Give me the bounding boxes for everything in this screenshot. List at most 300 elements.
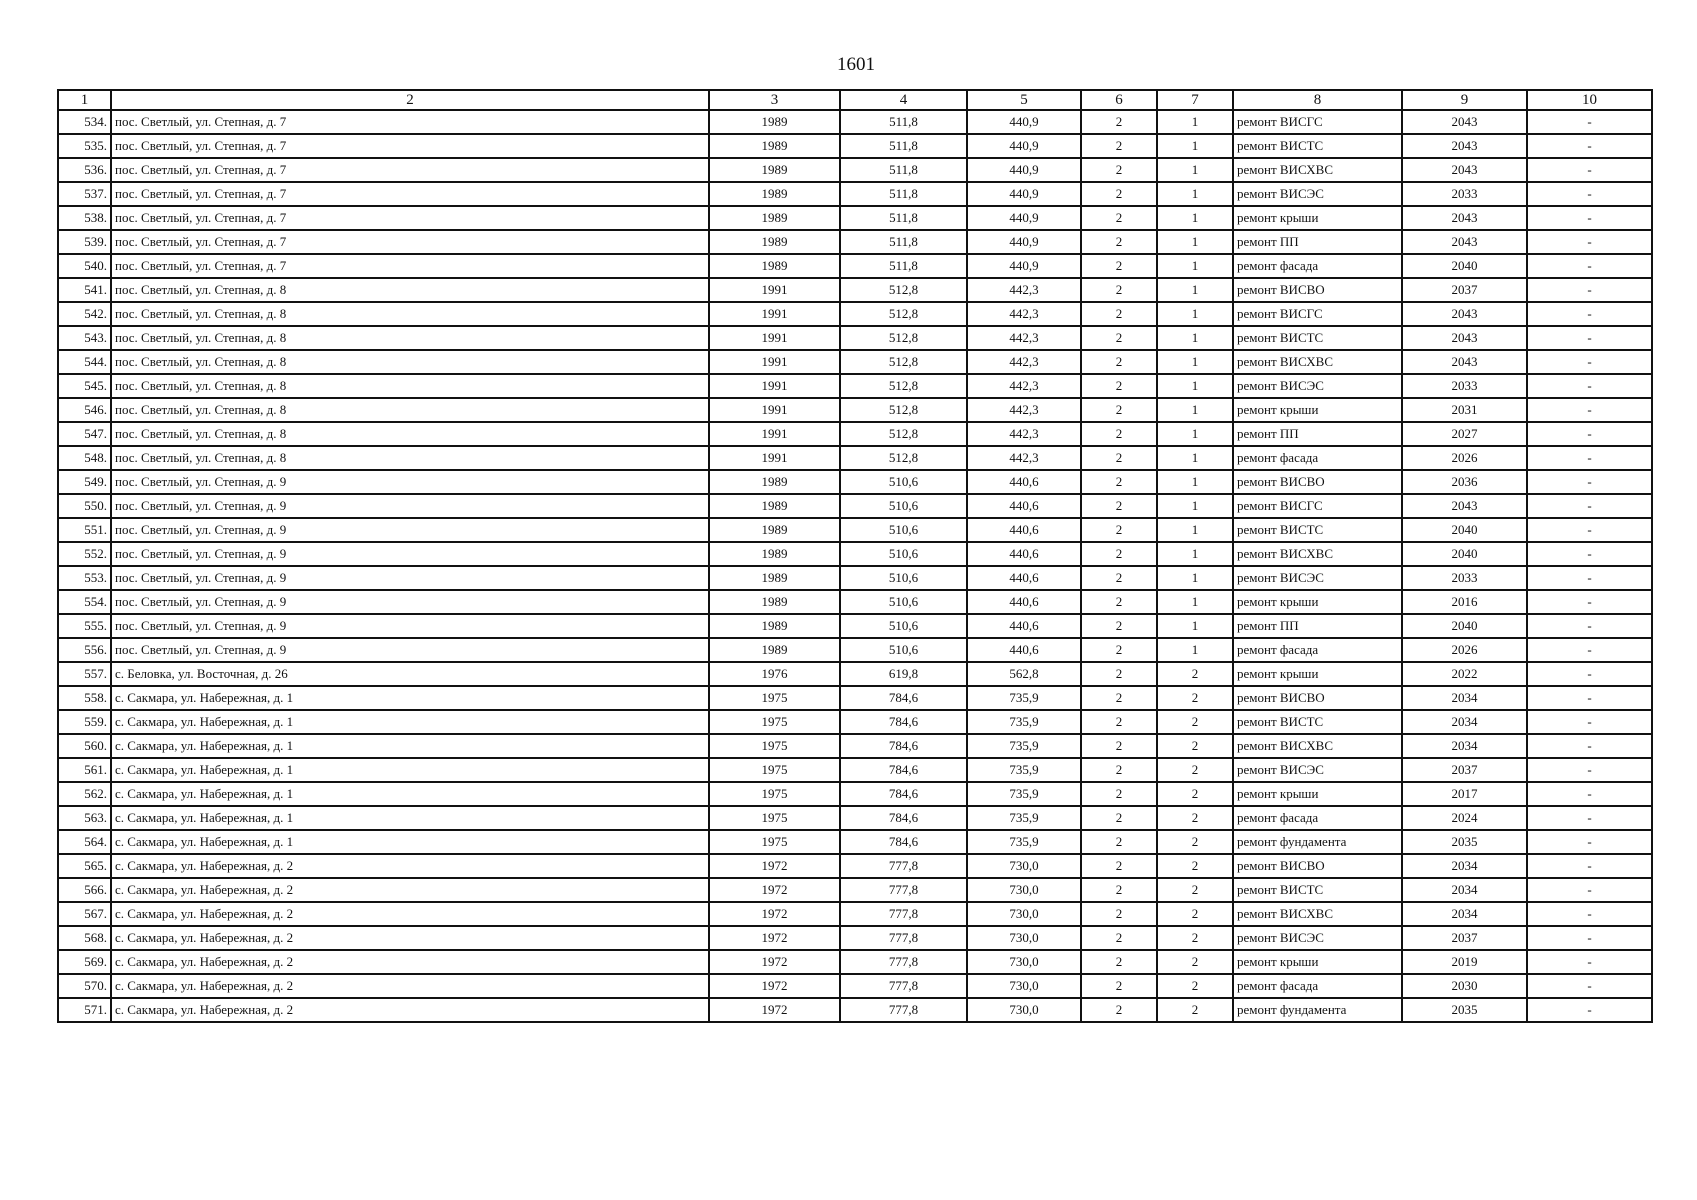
floors-cell: 2 <box>1081 734 1157 758</box>
entrances-cell: 1 <box>1157 134 1233 158</box>
register-table <box>57 89 1653 1023</box>
total-area-cell: 777,8 <box>840 902 967 926</box>
floors-cell: 2 <box>1081 902 1157 926</box>
planned-year-cell: 2043 <box>1402 206 1527 230</box>
living-area-cell: 440,6 <box>967 518 1081 542</box>
address-cell: с. Сакмара, ул. Набережная, д. 1 <box>111 734 709 758</box>
work-type-cell: ремонт ПП <box>1233 614 1402 638</box>
column-header-3: 3 <box>709 90 840 110</box>
planned-year-cell: 2033 <box>1402 374 1527 398</box>
note-cell: - <box>1527 710 1652 734</box>
work-type-cell: ремонт ВИСГС <box>1233 110 1402 134</box>
address-cell: пос. Светлый, ул. Степная, д. 8 <box>111 350 709 374</box>
note-cell: - <box>1527 494 1652 518</box>
year-built-cell: 1975 <box>709 806 840 830</box>
entrances-cell: 2 <box>1157 974 1233 998</box>
total-area-cell: 784,6 <box>840 806 967 830</box>
row-number-cell: 559. <box>58 710 111 734</box>
work-type-cell: ремонт ВИСХВС <box>1233 350 1402 374</box>
work-type-cell: ремонт ВИСТС <box>1233 518 1402 542</box>
row-number-cell: 549. <box>58 470 111 494</box>
total-area-cell: 510,6 <box>840 590 967 614</box>
table-row <box>58 518 1652 542</box>
year-built-cell: 1991 <box>709 350 840 374</box>
row-number-cell: 563. <box>58 806 111 830</box>
row-number-cell: 554. <box>58 590 111 614</box>
address-cell: пос. Светлый, ул. Степная, д. 9 <box>111 542 709 566</box>
living-area-cell: 735,9 <box>967 830 1081 854</box>
planned-year-cell: 2043 <box>1402 230 1527 254</box>
total-area-cell: 512,8 <box>840 326 967 350</box>
year-built-cell: 1991 <box>709 398 840 422</box>
work-type-cell: ремонт ВИСТС <box>1233 326 1402 350</box>
row-number-cell: 551. <box>58 518 111 542</box>
living-area-cell: 440,9 <box>967 110 1081 134</box>
year-built-cell: 1991 <box>709 446 840 470</box>
planned-year-cell: 2040 <box>1402 518 1527 542</box>
total-area-cell: 511,8 <box>840 110 967 134</box>
entrances-cell: 2 <box>1157 806 1233 830</box>
table-row <box>58 350 1652 374</box>
year-built-cell: 1991 <box>709 374 840 398</box>
entrances-cell: 2 <box>1157 998 1233 1022</box>
table-row <box>58 782 1652 806</box>
entrances-cell: 1 <box>1157 542 1233 566</box>
row-number-cell: 535. <box>58 134 111 158</box>
address-cell: с. Сакмара, ул. Набережная, д. 2 <box>111 926 709 950</box>
address-cell: пос. Светлый, ул. Степная, д. 8 <box>111 326 709 350</box>
work-type-cell: ремонт ВИСХВС <box>1233 158 1402 182</box>
note-cell: - <box>1527 998 1652 1022</box>
total-area-cell: 511,8 <box>840 206 967 230</box>
note-cell: - <box>1527 422 1652 446</box>
address-cell: с. Сакмара, ул. Набережная, д. 2 <box>111 902 709 926</box>
planned-year-cell: 2037 <box>1402 278 1527 302</box>
year-built-cell: 1975 <box>709 782 840 806</box>
living-area-cell: 440,6 <box>967 494 1081 518</box>
floors-cell: 2 <box>1081 926 1157 950</box>
total-area-cell: 512,8 <box>840 446 967 470</box>
entrances-cell: 1 <box>1157 350 1233 374</box>
living-area-cell: 442,3 <box>967 302 1081 326</box>
row-number-cell: 557. <box>58 662 111 686</box>
floors-cell: 2 <box>1081 782 1157 806</box>
note-cell: - <box>1527 782 1652 806</box>
note-cell: - <box>1527 278 1652 302</box>
planned-year-cell: 2037 <box>1402 758 1527 782</box>
planned-year-cell: 2040 <box>1402 254 1527 278</box>
address-cell: с. Сакмара, ул. Набережная, д. 1 <box>111 830 709 854</box>
year-built-cell: 1991 <box>709 302 840 326</box>
entrances-cell: 2 <box>1157 854 1233 878</box>
total-area-cell: 512,8 <box>840 278 967 302</box>
living-area-cell: 735,9 <box>967 710 1081 734</box>
living-area-cell: 730,0 <box>967 902 1081 926</box>
row-number-cell: 555. <box>58 614 111 638</box>
row-number-cell: 561. <box>58 758 111 782</box>
year-built-cell: 1975 <box>709 710 840 734</box>
address-cell: с. Сакмара, ул. Набережная, д. 2 <box>111 998 709 1022</box>
year-built-cell: 1989 <box>709 254 840 278</box>
table-row <box>58 206 1652 230</box>
address-cell: с. Сакмара, ул. Набережная, д. 2 <box>111 974 709 998</box>
year-built-cell: 1989 <box>709 158 840 182</box>
living-area-cell: 442,3 <box>967 422 1081 446</box>
address-cell: пос. Светлый, ул. Степная, д. 7 <box>111 206 709 230</box>
planned-year-cell: 2043 <box>1402 158 1527 182</box>
work-type-cell: ремонт ВИСХВС <box>1233 734 1402 758</box>
living-area-cell: 442,3 <box>967 350 1081 374</box>
entrances-cell: 2 <box>1157 686 1233 710</box>
work-type-cell: ремонт ВИСВО <box>1233 686 1402 710</box>
row-number-cell: 537. <box>58 182 111 206</box>
year-built-cell: 1989 <box>709 638 840 662</box>
entrances-cell: 1 <box>1157 110 1233 134</box>
table-row <box>58 398 1652 422</box>
planned-year-cell: 2017 <box>1402 782 1527 806</box>
row-number-cell: 548. <box>58 446 111 470</box>
note-cell: - <box>1527 206 1652 230</box>
header-row <box>58 90 1652 110</box>
work-type-cell: ремонт фасада <box>1233 806 1402 830</box>
address-cell: пос. Светлый, ул. Степная, д. 8 <box>111 422 709 446</box>
floors-cell: 2 <box>1081 542 1157 566</box>
address-cell: пос. Светлый, ул. Степная, д. 8 <box>111 446 709 470</box>
total-area-cell: 777,8 <box>840 974 967 998</box>
year-built-cell: 1972 <box>709 974 840 998</box>
planned-year-cell: 2037 <box>1402 926 1527 950</box>
planned-year-cell: 2040 <box>1402 614 1527 638</box>
living-area-cell: 442,3 <box>967 278 1081 302</box>
work-type-cell: ремонт ВИСТС <box>1233 878 1402 902</box>
planned-year-cell: 2022 <box>1402 662 1527 686</box>
work-type-cell: ремонт крыши <box>1233 206 1402 230</box>
living-area-cell: 730,0 <box>967 950 1081 974</box>
year-built-cell: 1972 <box>709 926 840 950</box>
work-type-cell: ремонт ВИСГС <box>1233 494 1402 518</box>
work-type-cell: ремонт крыши <box>1233 398 1402 422</box>
address-cell: пос. Светлый, ул. Степная, д. 8 <box>111 374 709 398</box>
work-type-cell: ремонт ВИСХВС <box>1233 542 1402 566</box>
floors-cell: 2 <box>1081 614 1157 638</box>
floors-cell: 2 <box>1081 230 1157 254</box>
total-area-cell: 510,6 <box>840 638 967 662</box>
living-area-cell: 730,0 <box>967 974 1081 998</box>
floors-cell: 2 <box>1081 470 1157 494</box>
entrances-cell: 1 <box>1157 614 1233 638</box>
work-type-cell: ремонт фасада <box>1233 254 1402 278</box>
table-row <box>58 230 1652 254</box>
page-number: 1601 <box>837 54 875 75</box>
year-built-cell: 1989 <box>709 470 840 494</box>
work-type-cell: ремонт крыши <box>1233 590 1402 614</box>
note-cell: - <box>1527 878 1652 902</box>
floors-cell: 2 <box>1081 974 1157 998</box>
table-row <box>58 254 1652 278</box>
living-area-cell: 442,3 <box>967 374 1081 398</box>
address-cell: пос. Светлый, ул. Степная, д. 7 <box>111 254 709 278</box>
floors-cell: 2 <box>1081 950 1157 974</box>
entrances-cell: 1 <box>1157 638 1233 662</box>
table-row <box>58 854 1652 878</box>
note-cell: - <box>1527 974 1652 998</box>
entrances-cell: 2 <box>1157 926 1233 950</box>
row-number-cell: 543. <box>58 326 111 350</box>
note-cell: - <box>1527 134 1652 158</box>
entrances-cell: 2 <box>1157 950 1233 974</box>
year-built-cell: 1989 <box>709 614 840 638</box>
row-number-cell: 558. <box>58 686 111 710</box>
address-cell: с. Сакмара, ул. Набережная, д. 1 <box>111 758 709 782</box>
work-type-cell: ремонт ПП <box>1233 422 1402 446</box>
entrances-cell: 1 <box>1157 470 1233 494</box>
table-row <box>58 878 1652 902</box>
total-area-cell: 784,6 <box>840 686 967 710</box>
year-built-cell: 1975 <box>709 734 840 758</box>
total-area-cell: 510,6 <box>840 542 967 566</box>
note-cell: - <box>1527 518 1652 542</box>
address-cell: с. Сакмара, ул. Набережная, д. 2 <box>111 854 709 878</box>
row-number-cell: 567. <box>58 902 111 926</box>
row-number-cell: 542. <box>58 302 111 326</box>
row-number-cell: 562. <box>58 782 111 806</box>
entrances-cell: 1 <box>1157 446 1233 470</box>
work-type-cell: ремонт ВИСГС <box>1233 302 1402 326</box>
table-row <box>58 758 1652 782</box>
note-cell: - <box>1527 758 1652 782</box>
work-type-cell: ремонт ВИСЭС <box>1233 566 1402 590</box>
entrances-cell: 2 <box>1157 758 1233 782</box>
floors-cell: 2 <box>1081 134 1157 158</box>
table-row <box>58 326 1652 350</box>
row-number-cell: 538. <box>58 206 111 230</box>
living-area-cell: 440,6 <box>967 470 1081 494</box>
total-area-cell: 784,6 <box>840 710 967 734</box>
total-area-cell: 777,8 <box>840 878 967 902</box>
column-header-4: 4 <box>840 90 967 110</box>
address-cell: пос. Светлый, ул. Степная, д. 7 <box>111 158 709 182</box>
year-built-cell: 1972 <box>709 902 840 926</box>
address-cell: пос. Светлый, ул. Степная, д. 9 <box>111 518 709 542</box>
planned-year-cell: 2030 <box>1402 974 1527 998</box>
year-built-cell: 1972 <box>709 878 840 902</box>
planned-year-cell: 2034 <box>1402 902 1527 926</box>
table-row <box>58 686 1652 710</box>
address-cell: пос. Светлый, ул. Степная, д. 8 <box>111 302 709 326</box>
work-type-cell: ремонт фундамента <box>1233 830 1402 854</box>
table-row <box>58 158 1652 182</box>
column-header-7: 7 <box>1157 90 1233 110</box>
entrances-cell: 1 <box>1157 254 1233 278</box>
work-type-cell: ремонт ВИСЭС <box>1233 374 1402 398</box>
living-area-cell: 440,9 <box>967 206 1081 230</box>
year-built-cell: 1991 <box>709 326 840 350</box>
total-area-cell: 512,8 <box>840 302 967 326</box>
work-type-cell: ремонт крыши <box>1233 662 1402 686</box>
entrances-cell: 1 <box>1157 158 1233 182</box>
total-area-cell: 512,8 <box>840 398 967 422</box>
entrances-cell: 1 <box>1157 302 1233 326</box>
note-cell: - <box>1527 158 1652 182</box>
address-cell: пос. Светлый, ул. Степная, д. 9 <box>111 470 709 494</box>
planned-year-cell: 2031 <box>1402 398 1527 422</box>
planned-year-cell: 2027 <box>1402 422 1527 446</box>
note-cell: - <box>1527 110 1652 134</box>
address-cell: с. Сакмара, ул. Набережная, д. 2 <box>111 878 709 902</box>
table-body <box>58 90 1652 1022</box>
work-type-cell: ремонт ВИСЭС <box>1233 758 1402 782</box>
year-built-cell: 1976 <box>709 662 840 686</box>
row-number-cell: 545. <box>58 374 111 398</box>
note-cell: - <box>1527 446 1652 470</box>
floors-cell: 2 <box>1081 758 1157 782</box>
work-type-cell: ремонт фасада <box>1233 638 1402 662</box>
address-cell: пос. Светлый, ул. Степная, д. 9 <box>111 614 709 638</box>
row-number-cell: 546. <box>58 398 111 422</box>
floors-cell: 2 <box>1081 494 1157 518</box>
planned-year-cell: 2043 <box>1402 110 1527 134</box>
total-area-cell: 511,8 <box>840 158 967 182</box>
floors-cell: 2 <box>1081 278 1157 302</box>
living-area-cell: 562,8 <box>967 662 1081 686</box>
work-type-cell: ремонт фасада <box>1233 974 1402 998</box>
address-cell: пос. Светлый, ул. Степная, д. 8 <box>111 398 709 422</box>
floors-cell: 2 <box>1081 302 1157 326</box>
row-number-cell: 547. <box>58 422 111 446</box>
table-row <box>58 566 1652 590</box>
note-cell: - <box>1527 374 1652 398</box>
table-row <box>58 734 1652 758</box>
living-area-cell: 440,9 <box>967 254 1081 278</box>
living-area-cell: 440,6 <box>967 614 1081 638</box>
work-type-cell: ремонт ВИСЭС <box>1233 182 1402 206</box>
work-type-cell: ремонт крыши <box>1233 950 1402 974</box>
year-built-cell: 1989 <box>709 182 840 206</box>
total-area-cell: 510,6 <box>840 494 967 518</box>
address-cell: с. Сакмара, ул. Набережная, д. 1 <box>111 686 709 710</box>
floors-cell: 2 <box>1081 110 1157 134</box>
table-row <box>58 422 1652 446</box>
column-header-2: 2 <box>111 90 709 110</box>
column-header-9: 9 <box>1402 90 1527 110</box>
entrances-cell: 1 <box>1157 494 1233 518</box>
note-cell: - <box>1527 254 1652 278</box>
floors-cell: 2 <box>1081 374 1157 398</box>
column-header-5: 5 <box>967 90 1081 110</box>
entrances-cell: 2 <box>1157 710 1233 734</box>
living-area-cell: 440,9 <box>967 158 1081 182</box>
table-row <box>58 278 1652 302</box>
entrances-cell: 2 <box>1157 662 1233 686</box>
note-cell: - <box>1527 734 1652 758</box>
year-built-cell: 1989 <box>709 110 840 134</box>
total-area-cell: 777,8 <box>840 998 967 1022</box>
floors-cell: 2 <box>1081 518 1157 542</box>
note-cell: - <box>1527 326 1652 350</box>
planned-year-cell: 2043 <box>1402 350 1527 374</box>
living-area-cell: 440,6 <box>967 542 1081 566</box>
floors-cell: 2 <box>1081 878 1157 902</box>
planned-year-cell: 2043 <box>1402 134 1527 158</box>
planned-year-cell: 2043 <box>1402 494 1527 518</box>
year-built-cell: 1972 <box>709 950 840 974</box>
year-built-cell: 1972 <box>709 998 840 1022</box>
row-number-cell: 570. <box>58 974 111 998</box>
address-cell: с. Сакмара, ул. Набережная, д. 1 <box>111 782 709 806</box>
planned-year-cell: 2019 <box>1402 950 1527 974</box>
living-area-cell: 730,0 <box>967 926 1081 950</box>
note-cell: - <box>1527 662 1652 686</box>
table-row <box>58 662 1652 686</box>
living-area-cell: 730,0 <box>967 878 1081 902</box>
table-row <box>58 470 1652 494</box>
address-cell: пос. Светлый, ул. Степная, д. 8 <box>111 278 709 302</box>
planned-year-cell: 2043 <box>1402 326 1527 350</box>
total-area-cell: 777,8 <box>840 950 967 974</box>
column-header-10: 10 <box>1527 90 1652 110</box>
entrances-cell: 2 <box>1157 878 1233 902</box>
table-row <box>58 806 1652 830</box>
work-type-cell: ремонт фундамента <box>1233 998 1402 1022</box>
work-type-cell: ремонт крыши <box>1233 782 1402 806</box>
work-type-cell: ремонт ВИСВО <box>1233 854 1402 878</box>
entrances-cell: 1 <box>1157 326 1233 350</box>
row-number-cell: 556. <box>58 638 111 662</box>
table-row <box>58 590 1652 614</box>
total-area-cell: 512,8 <box>840 374 967 398</box>
row-number-cell: 568. <box>58 926 111 950</box>
note-cell: - <box>1527 614 1652 638</box>
planned-year-cell: 2043 <box>1402 302 1527 326</box>
total-area-cell: 510,6 <box>840 614 967 638</box>
row-number-cell: 569. <box>58 950 111 974</box>
floors-cell: 2 <box>1081 326 1157 350</box>
living-area-cell: 730,0 <box>967 998 1081 1022</box>
table-row <box>58 950 1652 974</box>
year-built-cell: 1989 <box>709 206 840 230</box>
floors-cell: 2 <box>1081 710 1157 734</box>
total-area-cell: 784,6 <box>840 758 967 782</box>
table-row <box>58 446 1652 470</box>
floors-cell: 2 <box>1081 422 1157 446</box>
row-number-cell: 536. <box>58 158 111 182</box>
address-cell: с. Сакмара, ул. Набережная, д. 1 <box>111 806 709 830</box>
address-cell: с. Сакмара, ул. Набережная, д. 1 <box>111 710 709 734</box>
year-built-cell: 1991 <box>709 422 840 446</box>
year-built-cell: 1989 <box>709 518 840 542</box>
table-row <box>58 494 1652 518</box>
column-header-8: 8 <box>1233 90 1402 110</box>
row-number-cell: 541. <box>58 278 111 302</box>
year-built-cell: 1991 <box>709 278 840 302</box>
column-header-1: 1 <box>58 90 111 110</box>
column-header-6: 6 <box>1081 90 1157 110</box>
living-area-cell: 440,9 <box>967 230 1081 254</box>
living-area-cell: 735,9 <box>967 782 1081 806</box>
work-type-cell: ремонт ПП <box>1233 230 1402 254</box>
total-area-cell: 510,6 <box>840 566 967 590</box>
table-row <box>58 110 1652 134</box>
living-area-cell: 440,9 <box>967 182 1081 206</box>
total-area-cell: 784,6 <box>840 734 967 758</box>
table-row <box>58 542 1652 566</box>
address-cell: с. Сакмара, ул. Набережная, д. 2 <box>111 950 709 974</box>
row-number-cell: 571. <box>58 998 111 1022</box>
address-cell: пос. Светлый, ул. Степная, д. 7 <box>111 230 709 254</box>
floors-cell: 2 <box>1081 182 1157 206</box>
total-area-cell: 619,8 <box>840 662 967 686</box>
floors-cell: 2 <box>1081 998 1157 1022</box>
